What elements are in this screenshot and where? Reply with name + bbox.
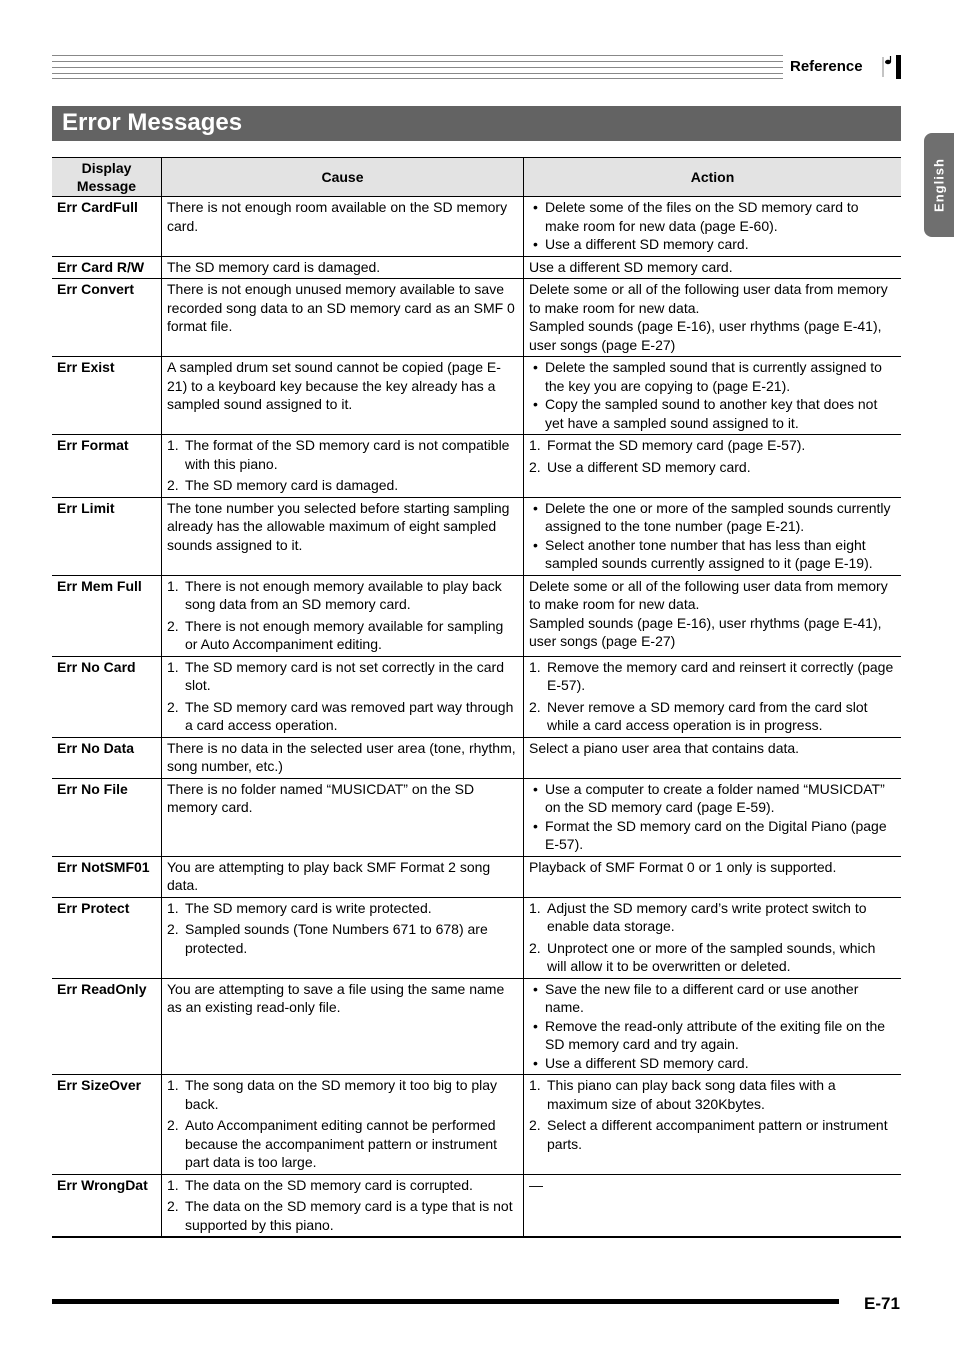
- music-note-icon: [880, 55, 894, 79]
- cause-numbered-item: 2. Sampled sounds (Tone Numbers 671 to 678) are protected.: [167, 920, 518, 957]
- cause-text: You are attempting to save a file using the same name as an existing read-only file.: [167, 980, 505, 1015]
- cause-cell: [162, 575, 524, 656]
- table-row: [52, 1075, 901, 1175]
- action-bullet-item: • Remove the read-only attribute of the exiting file on the SD memory card and try again.: [529, 1017, 896, 1054]
- cause-numbered-item: 1. The song data on the SD memory it too big to play back.: [167, 1076, 518, 1113]
- action-text: Delete some or all of the following user data from memory to make room for new data.: [529, 577, 888, 612]
- error-code: Err NotSMF01: [52, 856, 162, 897]
- cause-cell: [162, 279, 524, 357]
- table-row: [52, 197, 901, 257]
- cause-cell: [162, 256, 524, 279]
- cause-numbered-item: 1. The SD memory card is not set correctly in the card slot.: [167, 658, 518, 695]
- action-bullet-item: • Use a computer to create a folder named “MUSICDAT” on the SD memory card (page E-59).: [529, 780, 896, 817]
- action-numbered-list: [529, 436, 896, 476]
- column-header-action: Action: [524, 158, 902, 197]
- action-text: Delete some or all of the following user data from memory to make room for new data.: [529, 281, 888, 316]
- action-numbered-item: 2. Use a different SD memory card.: [529, 458, 896, 477]
- cause-numbered-item: 2. The SD memory card is damaged.: [167, 476, 518, 495]
- table-row: [52, 279, 901, 357]
- action-cell: [524, 737, 902, 778]
- action-cell: [524, 357, 902, 435]
- action-numbered-item: 1. Remove the memory card and reinsert it correctly (page E-57).: [529, 658, 896, 695]
- table-row: [52, 435, 901, 498]
- action-cell: [524, 1174, 902, 1237]
- action-bullet-item: • Save the new file to a different card or use another name.: [529, 980, 896, 1017]
- action-bullet-list: [529, 358, 896, 432]
- cause-text: There is not enough room available on the SD memory card.: [167, 199, 508, 234]
- action-bullet-item: • Delete some of the files on the SD memory card to make room for new data (page E-60).: [529, 198, 896, 235]
- header-end-bar: [896, 55, 901, 79]
- cause-cell: [162, 737, 524, 778]
- error-code: Err Exist: [52, 357, 162, 435]
- action-numbered-list: [529, 1076, 896, 1153]
- cause-text: You are attempting to play back SMF Format 2 song data.: [167, 858, 491, 893]
- cause-cell: [162, 497, 524, 575]
- table-row: [52, 656, 901, 737]
- cause-numbered-list: [167, 436, 518, 495]
- cause-numbered-item: 1. The data on the SD memory card is corrupted.: [167, 1176, 518, 1195]
- action-bullet-list: [529, 980, 896, 1073]
- column-header-cause: Cause: [162, 158, 524, 197]
- error-code: Err Protect: [52, 897, 162, 978]
- cause-numbered-item: 2. Auto Accompaniment editing cannot be performed because the accompaniment pattern or instrument part data is too large.: [167, 1116, 518, 1172]
- page-number: E-71: [864, 1294, 900, 1313]
- table-row: [52, 575, 901, 656]
- table-row: [52, 737, 901, 778]
- action-cell: [524, 856, 902, 897]
- action-cell: [524, 575, 902, 656]
- table-row: [52, 778, 901, 856]
- cause-text: The tone number you selected before starting sampling already has the allowable maximum of eight sampled sounds assigned to it.: [167, 499, 510, 553]
- error-code: Err Limit: [52, 497, 162, 575]
- action-text: Use a different SD memory card.: [529, 258, 733, 275]
- cause-text: There is no data in the selected user area (tone, rhythm, song number, etc.): [167, 739, 516, 774]
- cause-numbered-item: 2. There is not enough memory available for sampling or Auto Accompaniment editing.: [167, 617, 518, 654]
- action-bullet-item: • Copy the sampled sound to another key that does not yet have a sampled sound assigned to it.: [529, 395, 896, 432]
- action-bullet-list: [529, 780, 896, 854]
- action-bullet-item: • Use a different SD memory card.: [529, 235, 896, 254]
- error-code: Err WrongDat: [52, 1174, 162, 1237]
- cause-cell: [162, 778, 524, 856]
- cause-cell: [162, 1075, 524, 1175]
- cause-numbered-list: [167, 1076, 518, 1172]
- cause-cell: [162, 435, 524, 498]
- action-cell: [524, 197, 902, 257]
- cause-numbered-item: 1. The SD memory card is write protected.: [167, 899, 518, 918]
- action-cell: [524, 279, 902, 357]
- error-code: Err Card R/W: [52, 256, 162, 279]
- action-bullet-item: • Format the SD memory card on the Digital Piano (page E-57).: [529, 817, 896, 854]
- cause-numbered-list: [167, 577, 518, 654]
- language-tab: [924, 133, 954, 237]
- error-code: Err SizeOver: [52, 1075, 162, 1175]
- cause-cell: [162, 656, 524, 737]
- action-numbered-item: 2. Unprotect one or more of the sampled sounds, which will allow it to be overwritten or deleted.: [529, 939, 896, 976]
- action-bullet-list: [529, 499, 896, 573]
- action-text: Sampled sounds (page E-16), user rhythms (page E-41), user songs (page E-27): [529, 614, 882, 649]
- error-code: Err Convert: [52, 279, 162, 357]
- action-cell: [524, 778, 902, 856]
- cause-numbered-item: 2. The SD memory card was removed part way through a card access operation.: [167, 698, 518, 735]
- table-row: [52, 357, 901, 435]
- cause-numbered-list: [167, 658, 518, 735]
- language-tab-label: English: [931, 158, 947, 212]
- page-title: Error Messages: [62, 109, 243, 136]
- action-bullet-item: • Use a different SD memory card.: [529, 1054, 896, 1073]
- table-row: [52, 978, 901, 1075]
- cause-numbered-item: 1. There is not enough memory available to play back song data from an SD memory card.: [167, 577, 518, 614]
- table-row: [52, 497, 901, 575]
- action-cell: [524, 897, 902, 978]
- header-rule-lines: [52, 55, 900, 79]
- error-code: Err No Card: [52, 656, 162, 737]
- table-row: [52, 1174, 901, 1237]
- table-row: [52, 897, 901, 978]
- cause-numbered-item: 1. The format of the SD memory card is not compatible with this piano.: [167, 436, 518, 473]
- action-text: —: [529, 1176, 543, 1193]
- action-bullet-list: [529, 198, 896, 254]
- error-code: Err ReadOnly: [52, 978, 162, 1075]
- cause-cell: [162, 856, 524, 897]
- action-cell: [524, 497, 902, 575]
- cause-numbered-list: [167, 899, 518, 958]
- cause-text: The SD memory card is damaged.: [167, 258, 381, 275]
- cause-cell: [162, 357, 524, 435]
- action-numbered-item: 2. Select a different accompaniment pattern or instrument parts.: [529, 1116, 896, 1153]
- action-cell: [524, 435, 902, 498]
- action-cell: [524, 656, 902, 737]
- action-bullet-item: • Select another tone number that has less than eight sampled sounds currently assigned to it (page E-19).: [529, 536, 896, 573]
- action-numbered-item: 1. Format the SD memory card (page E-57).: [529, 436, 896, 455]
- action-text: Sampled sounds (page E-16), user rhythms (page E-41), user songs (page E-27): [529, 318, 882, 353]
- cause-numbered-item: 2. The data on the SD memory card is a type that is not supported by this piano.: [167, 1197, 518, 1234]
- action-numbered-list: [529, 658, 896, 735]
- cause-text: There is no folder named “MUSICDAT” on the SD memory card.: [167, 780, 475, 815]
- error-code: Err No Data: [52, 737, 162, 778]
- action-bullet-item: • Delete the one or more of the sampled sounds currently assigned to the tone number (page E-21).: [529, 499, 896, 536]
- cause-cell: [162, 897, 524, 978]
- cause-numbered-list: [167, 1176, 518, 1235]
- action-numbered-item: 2. Never remove a SD memory card from the card slot while a card access operation is in progress.: [529, 698, 896, 735]
- action-cell: [524, 978, 902, 1075]
- error-code: Err Format: [52, 435, 162, 498]
- section-label: Reference: [790, 58, 863, 75]
- column-header-display: Display Message: [52, 158, 162, 197]
- table-header-row: [52, 158, 901, 197]
- table-row: [52, 256, 901, 279]
- action-numbered-item: 1. This piano can play back song data files with a maximum size of about 320Kbytes.: [529, 1076, 896, 1113]
- action-text: Select a piano user area that contains data.: [529, 739, 800, 756]
- action-text: Playback of SMF Format 0 or 1 only is supported.: [529, 858, 837, 875]
- cause-cell: [162, 197, 524, 257]
- table-body: [52, 197, 901, 1238]
- action-numbered-item: 1. Adjust the SD memory card’s write protect switch to enable data storage.: [529, 899, 896, 936]
- action-cell: [524, 256, 902, 279]
- cause-cell: [162, 978, 524, 1075]
- cause-text: A sampled drum set sound cannot be copied (page E-21) to a keyboard key because the key already has a sampled sound assigned to it.: [167, 359, 501, 412]
- error-code: Err No File: [52, 778, 162, 856]
- error-messages-table: [52, 157, 901, 1238]
- cause-cell: [162, 1174, 524, 1237]
- action-numbered-list: [529, 899, 896, 976]
- table-row: [52, 856, 901, 897]
- footer-rule: [52, 1299, 839, 1304]
- cause-text: There is not enough unused memory available to save recorded song data to an SD memory card as an SMF 0 format file.: [167, 281, 515, 334]
- error-code: Err CardFull: [52, 197, 162, 257]
- error-code: Err Mem Full: [52, 575, 162, 656]
- action-cell: [524, 1075, 902, 1175]
- action-bullet-item: • Delete the sampled sound that is currently assigned to the key you are copying to (page E-21).: [529, 358, 896, 395]
